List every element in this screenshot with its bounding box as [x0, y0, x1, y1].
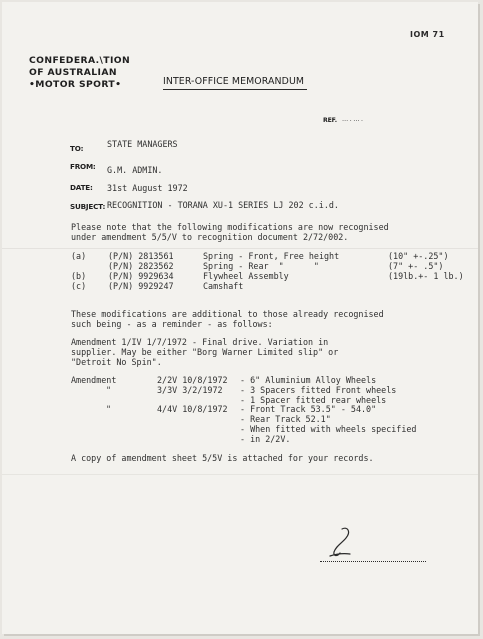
amendment-1-line: supplier. May be either "Borg Warner Limited slip" or	[71, 347, 339, 357]
subject-label: SUBJECT:	[70, 202, 106, 211]
amendment-label: "	[106, 385, 112, 395]
ref-label: REF.	[323, 117, 337, 124]
part-spec: (10" +-.25")	[388, 251, 449, 261]
org-name-line-1: CONFEDERA.\TION	[29, 55, 131, 66]
closing-line: A copy of amendment sheet 5/5V is attached for your records.	[71, 453, 374, 463]
part-ref: (c)	[71, 281, 87, 291]
from-label: FROM:	[70, 162, 96, 171]
amendment-detail: - Rear Track 52.1"	[240, 414, 331, 424]
intro-line: Please note that the following modifications are now recognised	[71, 222, 389, 232]
part-description: Flywheel Assembly	[203, 271, 289, 281]
amendment-label: "	[106, 404, 112, 414]
memo-title-underline	[163, 89, 307, 90]
date-label: DATE:	[70, 183, 93, 192]
signature-line	[320, 561, 426, 562]
document-ref-code: IOM 71	[410, 30, 445, 39]
ref-value: … . … .	[342, 116, 363, 123]
amendment-detail: - 3 Spacers fitted Front wheels	[240, 385, 397, 395]
part-ref: (b)	[71, 271, 87, 281]
signature-mark	[320, 526, 360, 562]
amendment-1-line: "Detroit No Spin".	[71, 357, 162, 367]
memo-sheet	[2, 2, 478, 634]
to-label: TO:	[70, 144, 84, 153]
amendment-code: 2/2V 10/8/1972	[157, 375, 228, 385]
subject-value: RECOGNITION - TORANA XU-1 SERIES LJ 202 c.i.d.	[107, 200, 339, 210]
paper-fold	[2, 474, 478, 475]
additional-line: such being - as a reminder - as follows:	[71, 319, 273, 329]
amendment-code: 3/3V 3/2/1972	[157, 385, 223, 395]
amendment-detail: - in 2/2V.	[240, 434, 291, 444]
amendment-detail: - Front Track 53.5" - 54.0"	[240, 404, 377, 414]
to-value: STATE MANAGERS	[107, 139, 178, 149]
from-value: G.M. ADMIN.	[107, 165, 163, 175]
paper-fold	[2, 248, 478, 249]
date-value: 31st August 1972	[107, 183, 188, 193]
part-spec: (7" +- .5")	[388, 261, 444, 271]
part-description: Camshaft	[203, 281, 244, 291]
amendment-code: 4/4V 10/8/1972	[157, 404, 228, 414]
amendment-detail: - 6" Aluminium Alloy Wheels	[240, 375, 377, 385]
part-number: (P/N) 9929634	[108, 271, 174, 281]
part-ref: (a)	[71, 251, 87, 261]
org-name-line-3: •MOTOR SPORT•	[29, 79, 122, 90]
amendment-detail: - When fitted with wheels specified	[240, 424, 417, 434]
amendment-detail: - 1 Spacer fitted rear wheels	[240, 395, 387, 405]
amendment-1-line: Amendment 1/IV 1/7/1972 - Final drive. Variation in	[71, 337, 329, 347]
part-number: (P/N) 2823562	[108, 261, 174, 271]
part-description: Spring - Rear " "	[203, 261, 319, 271]
additional-line: These modifications are additional to those already recognised	[71, 309, 384, 319]
intro-line: under amendment 5/5/V to recognition document 2/72/002.	[71, 232, 349, 242]
memo-title: INTER-OFFICE MEMORANDUM	[163, 76, 305, 87]
part-description: Spring - Front, Free height	[203, 251, 340, 261]
part-spec: (19lb.+- 1 lb.)	[388, 271, 464, 281]
part-number: (P/N) 9929247	[108, 281, 174, 291]
amendment-label: Amendment	[71, 375, 117, 385]
part-number: (P/N) 2813561	[108, 251, 174, 261]
org-name-line-2: OF AUSTRALIAN	[29, 67, 117, 78]
